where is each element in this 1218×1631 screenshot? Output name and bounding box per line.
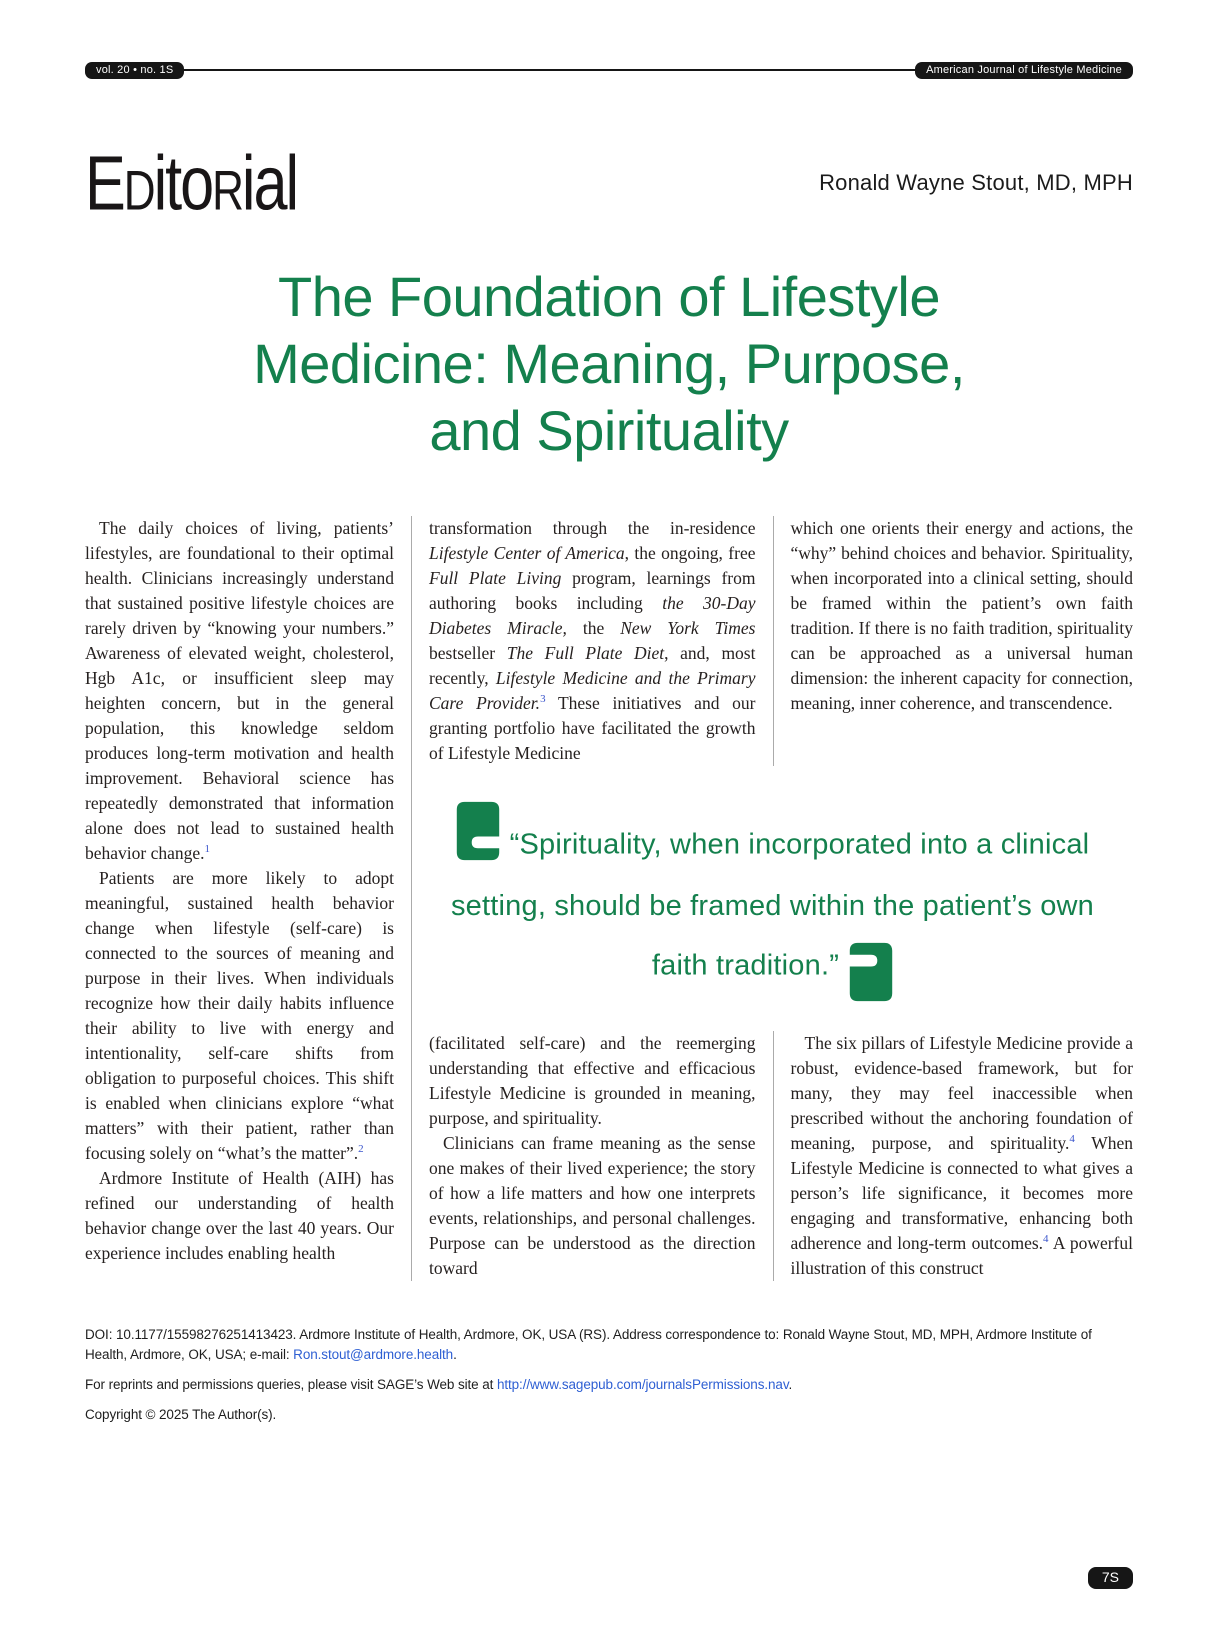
article-title xyxy=(85,263,1133,464)
pull-quote-text: “Spirituality, when incorporated into a clinical setting, should be framed within the patient’s own faith tradition.” xyxy=(450,828,1094,982)
close-quote-icon xyxy=(849,941,893,1017)
title-line-3: and Spirituality xyxy=(429,399,789,462)
article-footer xyxy=(85,1325,1133,1425)
column-3-top xyxy=(773,516,1134,766)
article-body xyxy=(85,516,1133,1281)
department-row xyxy=(85,141,1133,225)
paragraph: (facilitated self-care) and the reemerging understanding that effective and efficacious Lifestyle Medicine is grounded in meaning, purpose, and spirituality. xyxy=(429,1033,756,1128)
reference-superscript[interactable]: 2 xyxy=(358,1143,364,1156)
lower-row xyxy=(412,1031,1133,1281)
columns-2-3 xyxy=(411,516,1133,1281)
footer-link[interactable]: http://www.sagepub.com/journalsPermissions.nav xyxy=(496,1377,789,1392)
reference-superscript[interactable]: 3 xyxy=(540,693,546,706)
doi-correspondence-line: DOI: 10.1177/15598276251413423. Ardmore Institute of Health, Ardmore, OK, USA (RS). Address correspondence to: Ronald Wayne Stout, MD, MPH, Ardmore Institute of Health, Ardmore, OK, USA; e-mail: Ron.stout@ardmore.health. xyxy=(85,1327,1092,1362)
paragraph: Patients are more likely to adopt meaningful, sustained health behavior change when lifestyle (self-care) is connected to the sources of meaning and purpose in their lives. When individuals recognize how their daily habits influence their ability to live with energy and intentionality, self-care shifts from obligation to purposeful choices. This shift is enabled when clinicians explore “what matters” with their patient, rather than focusing solely on “what’s the matter”.$^2$ xyxy=(85,868,394,1163)
column-2-bottom xyxy=(412,1031,773,1281)
copyright-line: Copyright © 2025 The Author(s). xyxy=(85,1407,277,1422)
footer-link[interactable]: Ron.stout@ardmore.health xyxy=(293,1347,454,1362)
reference-superscript[interactable]: 4 xyxy=(1069,1133,1075,1146)
paragraph: which one orients their energy and actions, the “why” behind choices and behavior. Spirituality, when incorporated into a clinical setting, should be framed within the patient’s own faith tradition. If there is no faith tradition, spirituality can be approached as a universal human dimension: the inherent capacity for connection, meaning, inner coherence, and transcendence. xyxy=(790,518,1133,713)
paragraph: transformation through the in-residence Lifestyle Center of America, the ongoing, free Full Plate Living program, learnings from authoring books including the 30-Day Diabetes Miracle, the New York Times bestseller The Full Plate Diet, and, most recently, Lifestyle Medicine and the Primary Care Provider.$^3$ These initiatives and our granting portfolio have facilitated the growth of Lifestyle Medicine xyxy=(429,518,756,763)
paragraph: Clinicians can frame meaning as the sense one makes of their lived experience; the story of how a life matters and how one interprets events, relationships, and personal challenges. Purpose can be understood as the direction toward xyxy=(429,1133,756,1278)
column-2-top xyxy=(412,516,773,766)
reference-superscript[interactable]: 4 xyxy=(1043,1233,1049,1246)
author-name: Ronald Wayne Stout, MD, MPH xyxy=(819,170,1133,195)
title-line-2: Medicine: Meaning, Purpose, xyxy=(253,332,965,395)
editorial-logotype: EDitoRial xyxy=(85,140,298,226)
paragraph: The daily choices of living, patients’ lifestyles, are foundational to their optimal health. Clinicians increasingly understand that sustained positive lifestyle choices are rarely driven by “knowing your numbers.” Awareness of elevated weight, cholesterol, Hgb A1c, or insufficient sleep may heighten concern, but in the general population, this knowledge seldom produces long-term motivation and health improvement. Behavioral science has repeatedly demonstrated that information alone does not lead to sustained health behavior change.$^1$ xyxy=(85,518,394,863)
title-line-1: The Foundation of Lifestyle xyxy=(277,265,941,328)
page-number-badge: 7S xyxy=(1088,1567,1133,1589)
volume-badge: vol. 20 • no. 1S xyxy=(85,62,184,79)
open-quote-icon xyxy=(456,800,500,876)
permissions-line: For reprints and permissions queries, please visit SAGE’s Web site at http://www.sagepub.com/journalsPermissions.nav. xyxy=(85,1377,793,1392)
paragraph: The six pillars of Lifestyle Medicine provide a robust, evidence-based framework, but for many, they may feel inaccessible when prescribed without the anchoring foundation of meaning, purpose, and spirituality.$^4$ When Lifestyle Medicine is connected to what gives a person’s life significance, it becomes more engaging and transformative, enhancing both adherence and long-term outcomes.$^4$ A powerful illustration of this construct xyxy=(790,1033,1134,1278)
column-1 xyxy=(85,516,411,1281)
upper-row xyxy=(412,516,1133,766)
reference-superscript[interactable]: 1 xyxy=(204,843,211,856)
journal-name-badge: American Journal of Lifestyle Medicine xyxy=(915,62,1133,79)
top-bar xyxy=(85,62,1133,79)
paragraph: Ardmore Institute of Health (AIH) has refined our understanding of health behavior change over the last 40 years. Our experience includes enabling health xyxy=(85,1168,394,1263)
column-3-bottom xyxy=(773,1031,1134,1281)
pull-quote xyxy=(412,766,1133,1031)
